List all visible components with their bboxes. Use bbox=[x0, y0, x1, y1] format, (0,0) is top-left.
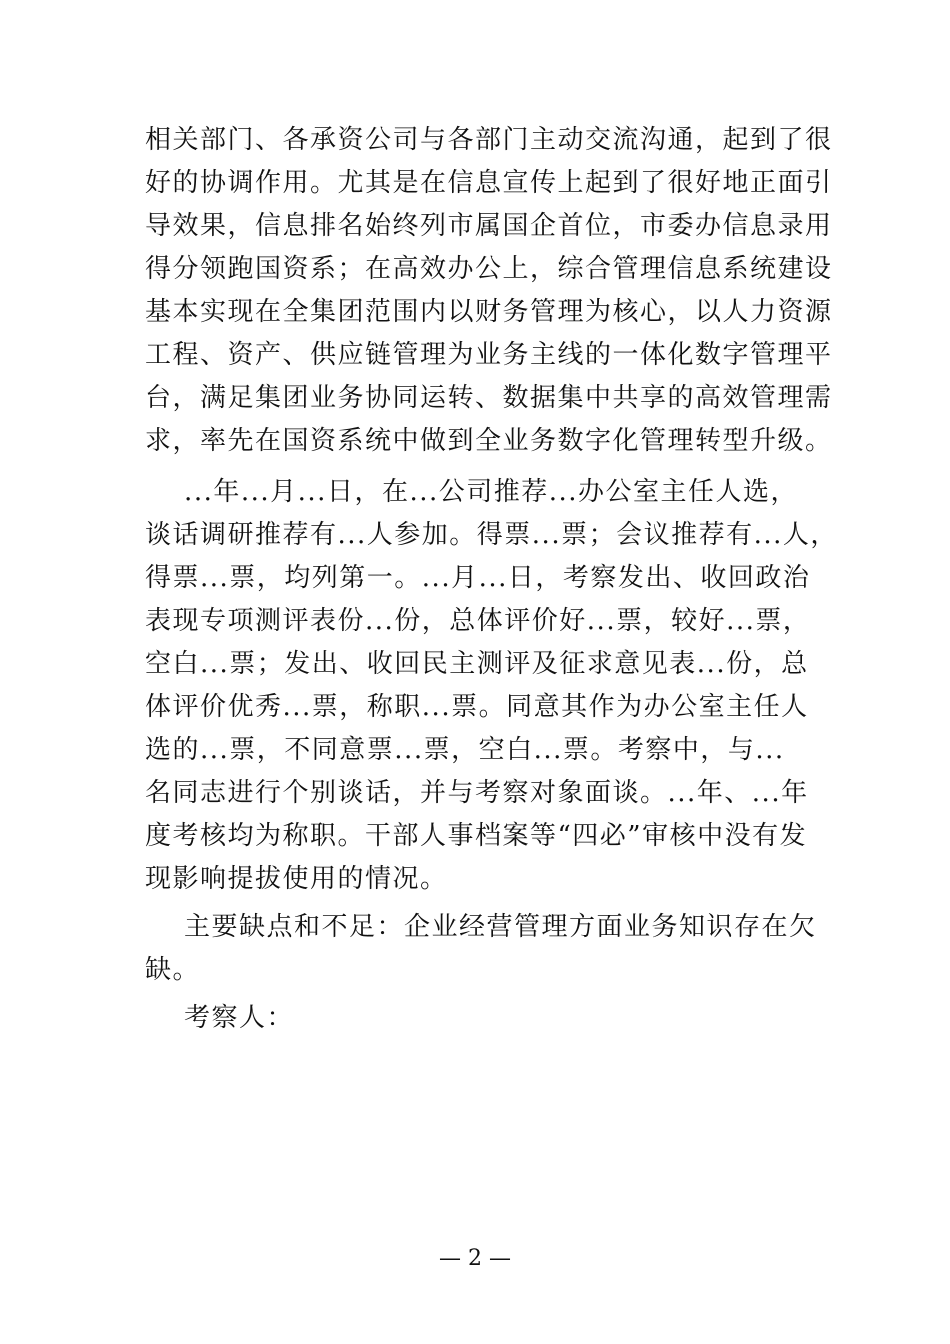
text-line-3: 导效果，信息排名始终列市属国企首位，市委办信息录用 bbox=[145, 211, 833, 241]
text-line-10: 谈话调研推荐有...人参加。得票...票；会议推荐有...人， bbox=[145, 520, 838, 550]
text-line-13: 空白...票；发出、收回民主测评及征求意见表...份，总 bbox=[145, 649, 809, 679]
text-line-19: 主要缺点和不足：企业经营管理方面业务知识存在欠 bbox=[145, 912, 817, 942]
text-line-9: ...年...月...日，在...公司推荐...办公室主任人选， bbox=[145, 477, 799, 507]
text-line-17: 度考核均为称职。干部人事档案等“四必”审核中没有发 bbox=[145, 821, 808, 851]
text-line-20: 缺。 bbox=[145, 955, 201, 985]
text-line-16: 名同志进行个别谈话，并与考察对象面谈。...年、...年 bbox=[145, 778, 809, 808]
text-line-5: 基本实现在全集团范围内以财务管理为核心，以人力资源 bbox=[145, 297, 833, 327]
text-line-7: 台，满足集团业务协同运转、数据集中共享的高效管理需 bbox=[145, 383, 833, 413]
text-line-11: 得票...票，均列第一。...月...日，考察发出、收回政治 bbox=[145, 563, 811, 593]
text-line-4: 得分领跑国资系；在高效办公上，综合管理信息系统建设 bbox=[145, 254, 833, 284]
text-line-12: 表现专项测评表份...份，总体评价好...票，较好...票， bbox=[145, 606, 811, 636]
text-line-6: 工程、资产、供应链管理为业务主线的一体化数字管理平 bbox=[145, 340, 833, 370]
text-line-15: 选的...票，不同意票...票，空白...票。考察中，与... bbox=[145, 735, 785, 765]
inspector-label: 考察人： bbox=[145, 1003, 295, 1033]
text-line-2: 好的协调作用。尤其是在信息宣传上起到了很好地正面引 bbox=[145, 168, 833, 198]
text-line-18: 现影响提拔使用的情况。 bbox=[145, 864, 448, 894]
text-line-1: 相关部门、各承资公司与各部门主动交流沟通，起到了很 bbox=[145, 125, 833, 155]
text-line-14: 体评价优秀...票，称职...票。同意其作为办公室主任人 bbox=[145, 692, 809, 722]
text-line-8: 求，率先在国资系统中做到全业务数字化管理转型升级。 bbox=[145, 426, 833, 456]
page-number: — 2 — bbox=[439, 1246, 511, 1271]
